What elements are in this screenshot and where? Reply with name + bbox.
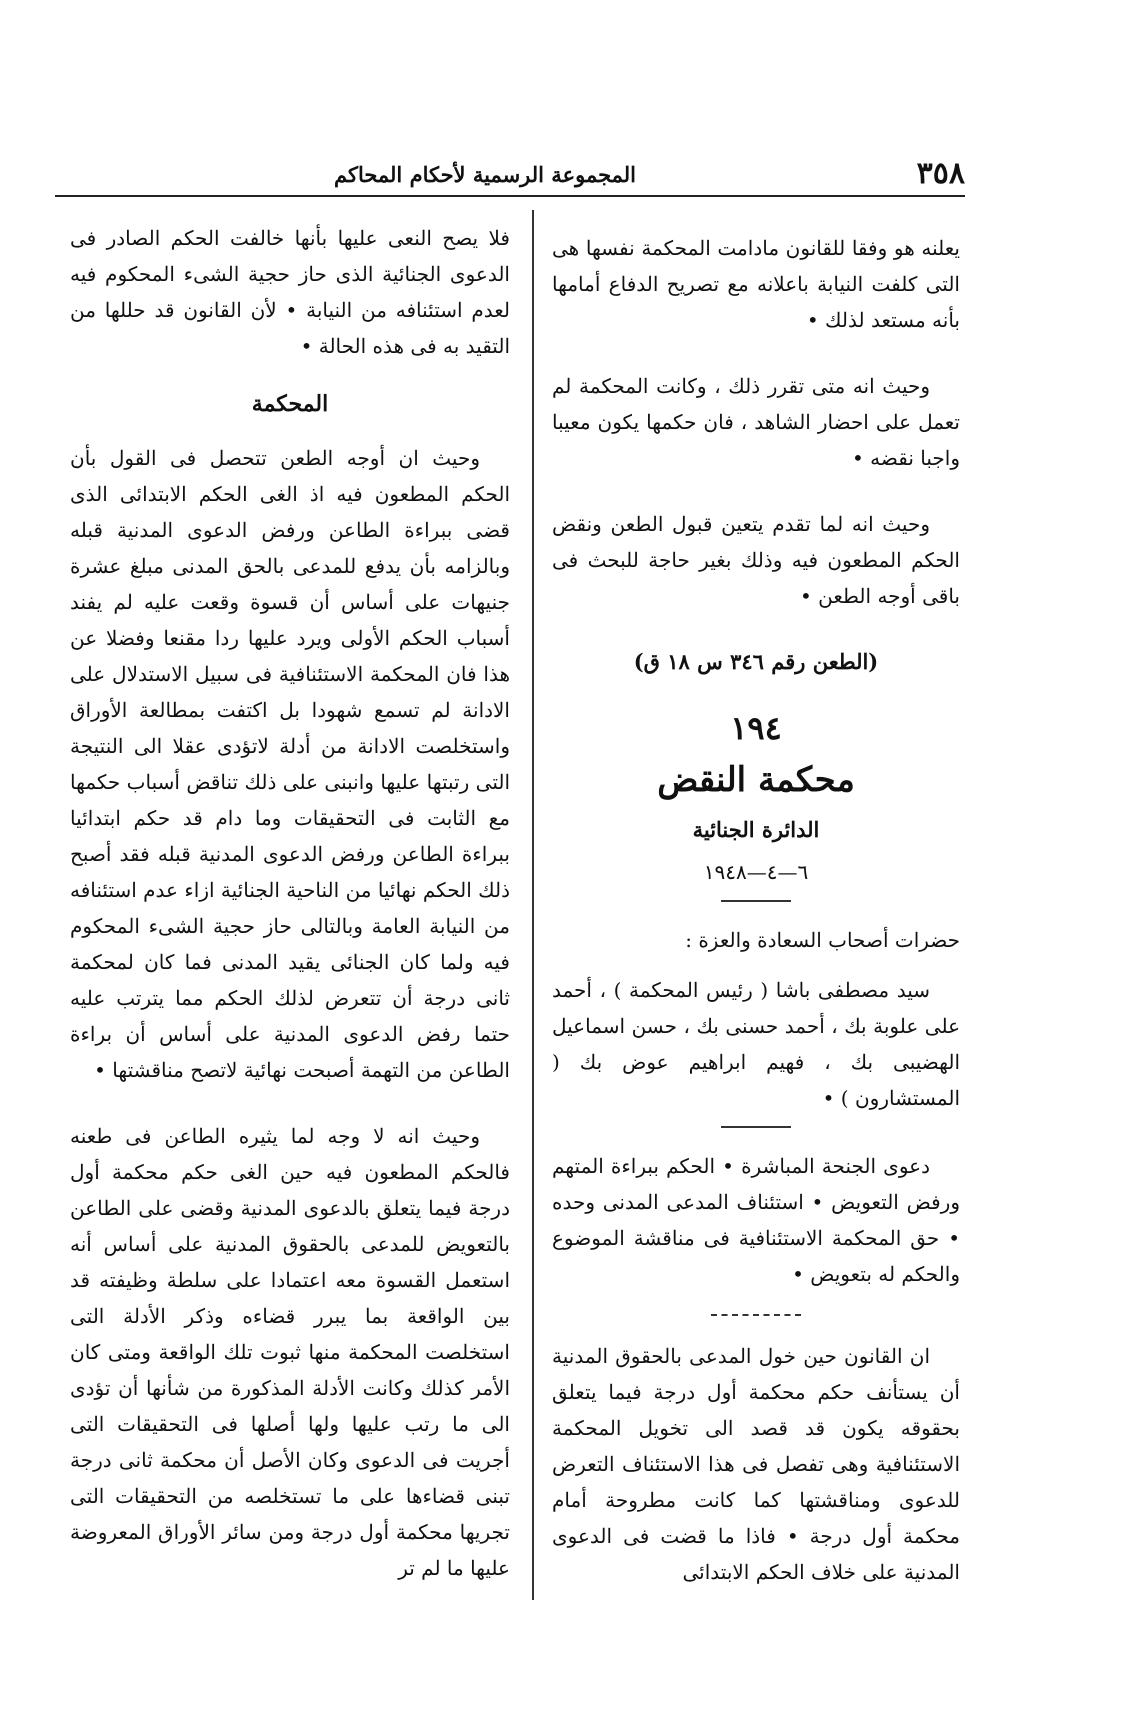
page-number: ٣٥٨	[916, 156, 965, 191]
paragraph: وحيث انه لما تقدم يتعين قبول الطعن ونقض الحكم المطعون فيه وذلك بغير حاجة للبحث فى باقى أوجه الطعن •	[552, 512, 960, 608]
running-title: المجموعة الرسمية لأحكام المحاكم	[333, 162, 637, 187]
page-header	[55, 150, 965, 190]
section-title: المحكمة	[251, 391, 329, 417]
column-divider	[532, 210, 534, 1600]
paragraph: وحيث انه متى تقرر ذلك ، وكانت المحكمة لم تعمل على احضار الشاهد ، فان حكمها يكون معيبا واجبا نقضه •	[552, 374, 960, 470]
header-rule	[55, 195, 965, 197]
paragraph: يعلنه هو وفقا للقانون مادامت المحكمة نفسها هى التى كلفت النيابة باعلانه مع تصريح الدفاع أمامها بأنه مستعد لذلك •	[552, 236, 960, 332]
paragraph: فلا يصح النعى عليها بأنها خالفت الحكم الصادر فى الدعوى الجنائية الذى حاز حجية الشىء المحكوم فيه لعدم استئنافه من النيابة • لأن القانون قد حللها من التقيد به فى هذه الحالة •	[70, 226, 510, 358]
panel-intro: حضرات أصحاب السعادة والعزة :	[685, 928, 960, 952]
panel-members: سيد مصطفى باشا ( رئيس المحكمة ) ، أحمد على علوبة بك ، أحمد حسنى بك ، حسن اسماعيل الهضيبى بك ، فهيم ابراهيم عوض بك ( المستشارون ) •	[552, 978, 960, 1110]
paragraph: وحيث ان أوجه الطعن تتحصل فى القول بأن الحكم المطعون فيه اذ الغى الحكم الابتدائى الذى قضى ببراءة الطاعن ورفض الدعوى المدنية قبله وبالزامه بأن يدفع للمدعى بالحق المدنى مبلغ عشرة جنيهات على أساس أن قسوة وقعت عليه لم يفند أسباب الحكم الأولى ويرد عليها ردا مقنعا وفضلا عن هذا فان المحكمة الاستئنافية فى سبيل الاستدلال على الادانة لم تسمع شهودا بل اكتفت بمطالعة الأوراق واستخلصت الادانة من أدلة لاتؤدى عقلا الى النتيجة التى رتبتها عليها وانبنى على ذلك تناقض أسباب حكمها مع الثابت فى التحقيقات وما دام قد حكم ابتدائيا ببراءة الطاعن ورفض الدعوى المدنية قبله فقد أصبح ذلك الحكم نهائيا من الناحية الجنائية ازاء عدم استئنافه من النيابة العامة وبالتالى حاز حجية الشىء المحكوم فيه ولما كان الجنائى يقيد المدنى فما كان لمحكمة ثانى درجة أن تتعرض لذلك الحكم مما يترتب عليه حتما رفض الدعوى المدنية على أساس أن براءة الطاعن من التهمة أصبحت نهائية لاتصح مناقشتها •	[70, 446, 510, 1082]
right-column	[552, 230, 960, 1590]
case-citation: (الطعن رقم ٣٤٦ س ١٨ ق)	[633, 649, 879, 674]
case-number: ١٩٤	[730, 709, 782, 747]
divider	[721, 900, 791, 902]
left-column	[70, 220, 510, 1586]
legal-principle: ان القانون حين خول المدعى بالحقوق المدنية أن يستأنف حكم محكمة أول درجة فيما يتعلق بحقوقه يكون قد قصد الى تخويل المحكمة الاستئنافية وهى تفصل فى هذا الاستئناف التعرض للدعوى ومناقشتها كما كانت مطروحة أمام محكمة أول درجة • فاذا ما قضت فى الدعوى المدنية على خلاف الحكم الابتدائى	[552, 1344, 960, 1584]
court-name: محكمة النقض	[657, 760, 855, 800]
circuit-name: الدائرة الجنائية	[692, 817, 820, 842]
case-summary: دعوى الجنحة المباشرة • الحكم ببراءة المتهم ورفض التعويض • استئناف المدعى المدنى وحده • حق المحكمة الاستئنافية فى مناقشة الموضوع والحكم له بتعويض •	[552, 1154, 960, 1286]
paragraph: وحيث انه لا وجه لما يثيره الطاعن فى طعنه فالحكم المطعون فيه حين الغى حكم محكمة أول درجة فيما يتعلق بالدعوى المدنية وقضى على الطاعن بالتعويض للمدعى بالحقوق المدنية على أساس أنه استعمل القسوة معه اعتمادا على سلطة وظيفته قد بين الواقعة بما يبرر قضاءه وذكر الأدلة التى استخلصت المحكمة منها ثبوت تلك الواقعة ومتى كان الأمر كذلك وكانت الأدلة المذكورة من شأنها أن تؤدى الى ما رتب عليها ولها أصلها فى التحقيقات التى أجريت فى الدعوى وكان الأصل أن محكمة ثانى درجة تبنى قضاءها على ما تستخلصه من التحقيقات التى تجريها محكمة أول درجة ومن سائر الأوراق المعروضة عليها ما لم تر	[70, 1124, 510, 1580]
divider	[721, 1126, 791, 1128]
dashed-divider	[711, 1314, 801, 1316]
judgment-date: ٦—٤—١٩٤٨	[703, 860, 809, 884]
